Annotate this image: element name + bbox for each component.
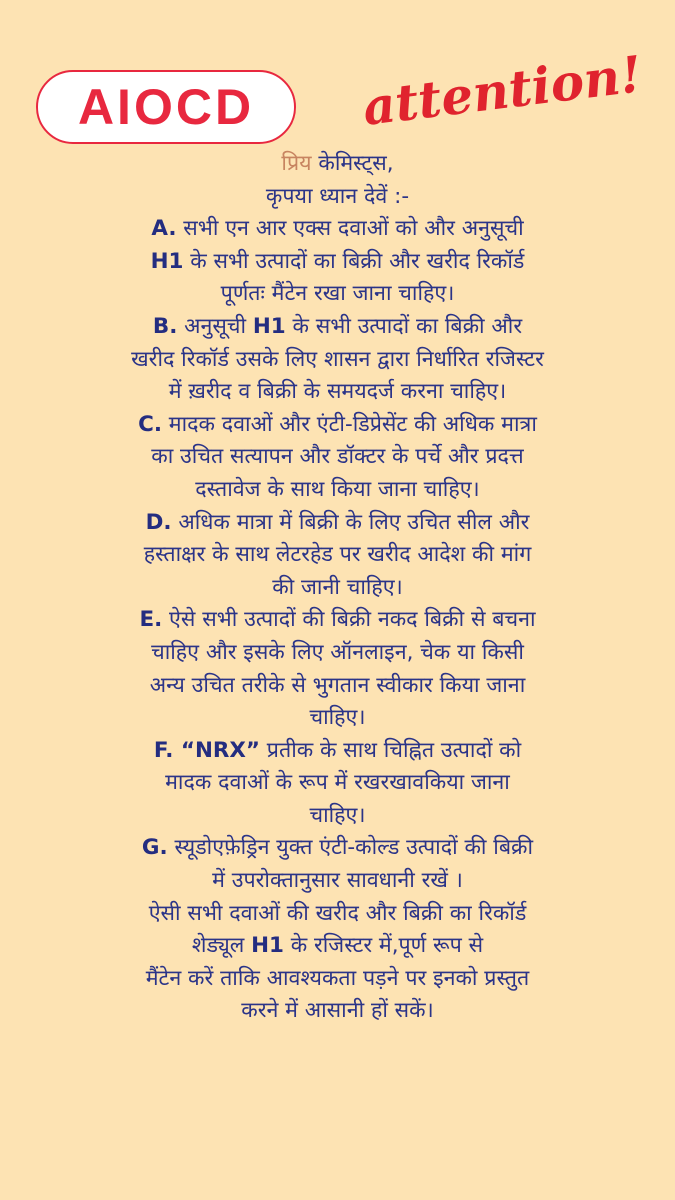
- aiocd-logo: [36, 70, 296, 144]
- point-g-line-2: में उपरोक्तानुसार सावधानी रखें ।: [212, 868, 463, 894]
- point-f-line-1: [14, 735, 661, 768]
- attention-heading: attention!: [358, 44, 645, 137]
- request-line: कृपया ध्यान देवें :-: [265, 183, 410, 209]
- point-f-line-2: मादक दवाओं के रूप में रखरखावकिया जाना: [165, 770, 510, 796]
- point-c-line-1: [14, 409, 661, 442]
- point-b-text-1b: के सभी उत्पादों का बिक्री और: [285, 313, 523, 339]
- point-b-line-1: [14, 311, 661, 344]
- point-b-letter: B.: [152, 313, 178, 339]
- greeting-rest: केमिस्ट्स,: [311, 151, 394, 176]
- point-e-text-1: ऐसे सभी उत्पादों की बिक्री नकद बिक्री से बचना: [162, 607, 536, 633]
- point-d-letter: D.: [145, 509, 172, 535]
- point-b-h1: H1: [252, 313, 286, 339]
- point-b-line-3: में ख़रीद व बिक्री के समयदर्ज करना चाहिए।: [168, 379, 507, 405]
- closing-h1: H1: [251, 933, 284, 959]
- point-c-line-3: दस्तावेज के साथ किया जाना चाहिए।: [195, 476, 480, 502]
- point-c-letter: C.: [138, 411, 162, 437]
- point-a-line-1: [14, 213, 661, 246]
- closing-text-2b: के रजिस्टर में,पूर्ण रूप से: [283, 933, 484, 959]
- point-d-line-3: की जानी चाहिए।: [272, 574, 403, 600]
- logo-text: AIOCD: [77, 79, 255, 135]
- point-g-letter: G.: [141, 835, 168, 861]
- point-f-text-1: प्रतीक के साथ चिह्नित उत्पादों को: [260, 737, 522, 763]
- point-b-text-1a: अनुसूची: [177, 313, 253, 339]
- point-f-nrx: “NRX”: [173, 737, 260, 763]
- point-a-line-3: पूर्णतः मैंटेन रखा जाना चाहिए।: [220, 281, 455, 307]
- point-d-line-2: हस्ताक्षर के साथ लेटरहेड पर खरीद आदेश की मांग: [143, 542, 532, 568]
- point-a-line-2: [14, 246, 661, 279]
- point-a-text-2: के सभी उत्पादों का बिक्री और खरीद रिकॉर्ड: [183, 248, 525, 274]
- point-c-text-1: मादक दवाओं और एंटी-डिप्रेसेंट की अधिक मात्रा: [161, 411, 537, 437]
- point-d-text-1: अधिक मात्रा में बिक्री के लिए उचित सील और: [171, 509, 530, 535]
- greeting-accent: प्रिय: [281, 151, 312, 176]
- point-a-h1: H1: [150, 248, 184, 274]
- point-e-letter: E.: [139, 607, 163, 633]
- closing-line-3: मैंटेन करें ताकि आवश्यकता पड़ने पर इनको प्रस्तुत: [145, 965, 530, 991]
- point-c-line-2: का उचित सत्यापन और डॉक्टर के पर्चे और प्रदत्त: [151, 444, 524, 470]
- point-e-line-1: [14, 604, 661, 637]
- point-e-line-2: चाहिए और इसके लिए ऑनलाइन, चेक या किसी: [151, 639, 524, 665]
- point-a-letter: A.: [151, 216, 177, 242]
- closing-text-2a: शेड्यूल: [191, 933, 252, 959]
- closing-line-1: ऐसी सभी दवाओं की खरीद और बिक्री का रिकॉर्ड: [148, 900, 527, 926]
- point-b-line-2: खरीद रिकॉर्ड उसके लिए शासन द्वारा निर्धारित रजिस्टर: [131, 346, 544, 372]
- point-g-line-1: [14, 832, 661, 865]
- point-e-line-3: अन्य उचित तरीके से भुगतान स्वीकार किया जाना: [149, 672, 526, 698]
- notice-body: [14, 148, 661, 1028]
- point-f-letter: F.: [153, 737, 174, 763]
- point-e-line-4: चाहिए।: [309, 705, 366, 731]
- greeting-line: [14, 148, 661, 181]
- point-f-line-3: चाहिए।: [309, 802, 366, 828]
- point-g-text-1: स्यूडोएफ़ेड्रिन युक्त एंटी-कोल्ड उत्पादों की बिक्री: [167, 835, 534, 861]
- point-d-line-1: [14, 507, 661, 540]
- closing-line-4: करने में आसानी हों सकें।: [241, 998, 434, 1024]
- closing-line-2: [14, 930, 661, 963]
- point-a-text-1: सभी एन आर एक्स दवाओं को और अनुसूची: [176, 216, 524, 242]
